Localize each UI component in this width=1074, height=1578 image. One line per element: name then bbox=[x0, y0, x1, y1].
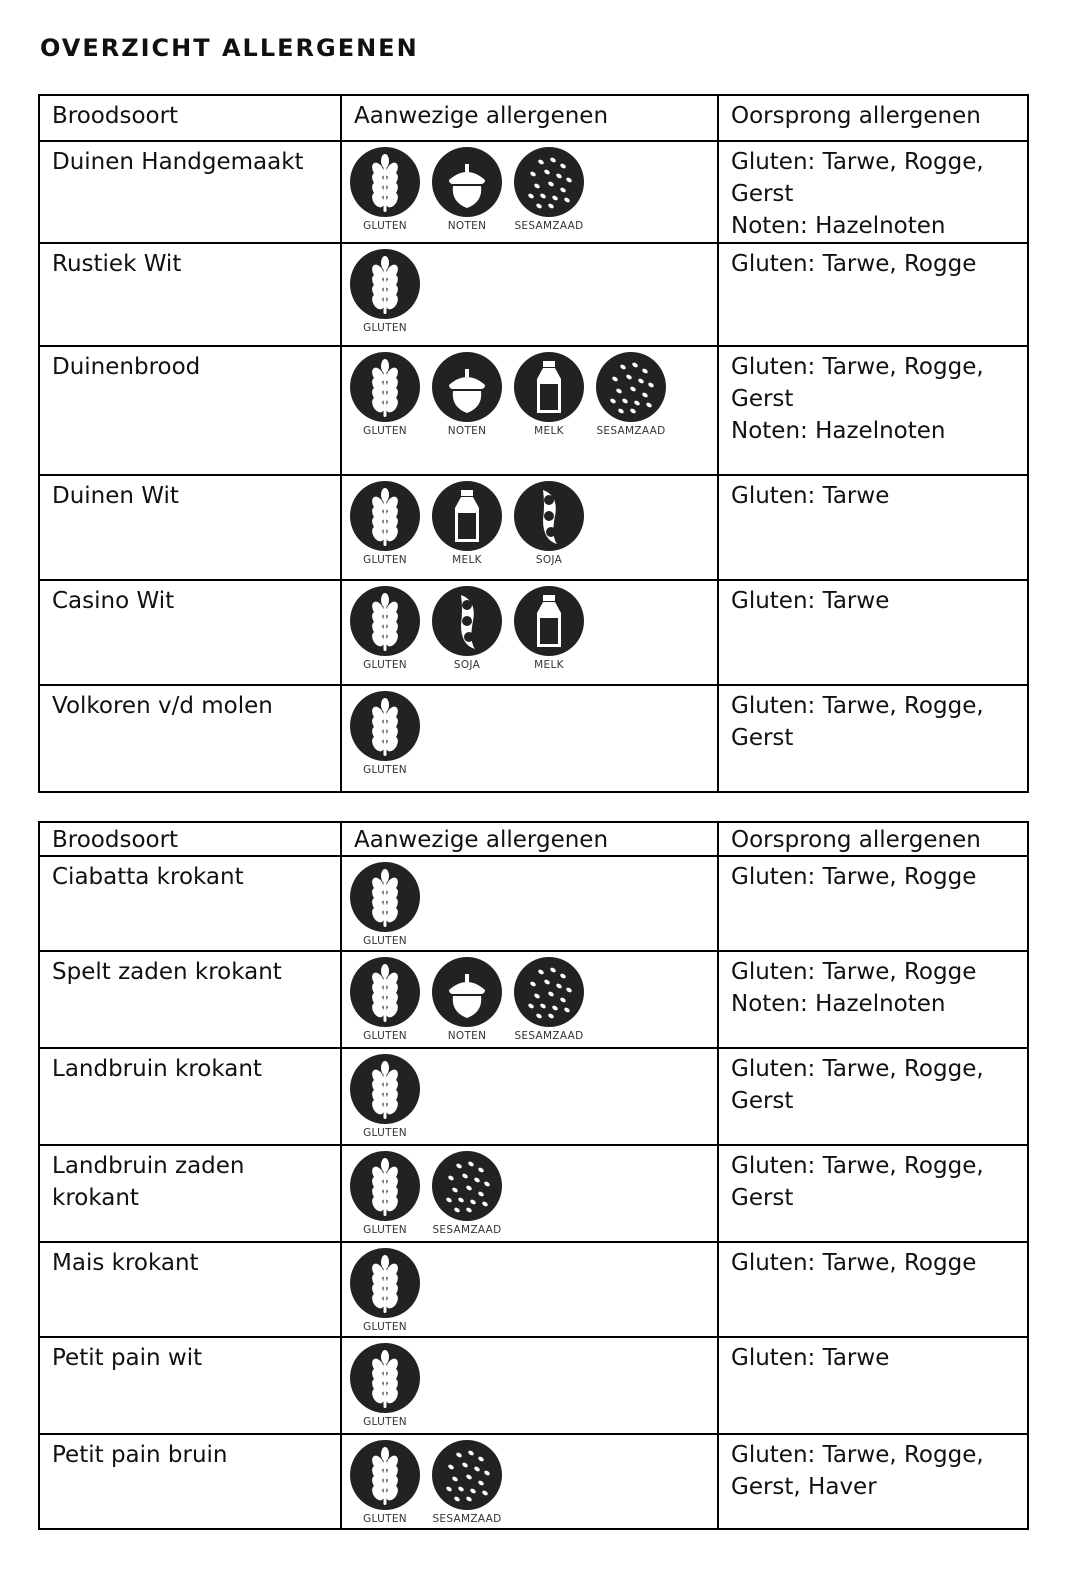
allergen-icons bbox=[341, 243, 718, 346]
origin-line: Gluten: Tarwe, Rogge bbox=[731, 1250, 977, 1276]
bread-name: Petit pain bruin bbox=[39, 1434, 341, 1529]
origin-line: Gerst bbox=[731, 386, 794, 412]
wheat-icon bbox=[349, 1342, 421, 1414]
table-row bbox=[39, 951, 1028, 1048]
wheat-icon bbox=[349, 585, 421, 657]
allergen-label: GLUTEN bbox=[363, 935, 407, 947]
origin-line: Gluten: Tarwe bbox=[731, 1345, 890, 1371]
allergen-table-1 bbox=[38, 94, 1029, 793]
table-row bbox=[39, 243, 1028, 346]
wheat-icon bbox=[349, 1053, 421, 1125]
allergen-gluten bbox=[346, 1150, 424, 1236]
milk-bottle-icon bbox=[431, 480, 503, 552]
allergen-gluten bbox=[346, 146, 424, 232]
allergen-icons bbox=[341, 475, 718, 580]
allergen-soja bbox=[428, 585, 506, 671]
allergen-melk bbox=[510, 585, 588, 671]
allergen-gluten bbox=[346, 1247, 424, 1333]
allergen-label: GLUTEN bbox=[363, 1416, 407, 1428]
bread-name: Landbruin zaden krokant bbox=[39, 1145, 341, 1242]
wheat-icon bbox=[349, 861, 421, 933]
wheat-icon bbox=[349, 351, 421, 423]
allergen-gluten bbox=[346, 1439, 424, 1525]
allergen-icons bbox=[341, 951, 718, 1048]
bread-name: Spelt zaden krokant bbox=[39, 951, 341, 1048]
allergen-gluten bbox=[346, 1053, 424, 1139]
allergen-label: SOJA bbox=[453, 659, 481, 671]
origin-line: Gerst bbox=[731, 1185, 794, 1211]
allergen-label: GLUTEN bbox=[363, 322, 407, 334]
allergen-origin bbox=[718, 685, 1028, 792]
header-oorsprong-allergenen: Oorsprong allergenen bbox=[718, 95, 1028, 141]
origin-line: Gerst bbox=[731, 181, 794, 207]
origin-line: Noten: Hazelnoten bbox=[731, 213, 946, 239]
bread-name: Rustiek Wit bbox=[39, 243, 341, 346]
allergen-icons bbox=[341, 346, 718, 475]
allergen-origin bbox=[718, 141, 1028, 243]
origin-line: Gluten: Tarwe, Rogge, bbox=[731, 354, 984, 380]
allergen-origin bbox=[718, 346, 1028, 475]
allergen-origin bbox=[718, 1337, 1028, 1434]
allergen-origin bbox=[718, 1434, 1028, 1529]
allergen-origin bbox=[718, 475, 1028, 580]
allergen-gluten bbox=[346, 956, 424, 1042]
allergen-sesamzaad bbox=[428, 1150, 506, 1236]
header-broodsoort: Broodsoort bbox=[39, 95, 341, 141]
bread-name: Mais krokant bbox=[39, 1242, 341, 1337]
wheat-icon bbox=[349, 480, 421, 552]
wheat-icon bbox=[349, 146, 421, 218]
acorn-icon bbox=[431, 956, 503, 1028]
bread-name: Casino Wit bbox=[39, 580, 341, 685]
allergen-sesamzaad bbox=[428, 1439, 506, 1525]
milk-bottle-icon bbox=[513, 351, 585, 423]
header-aanwezige-allergenen: Aanwezige allergenen bbox=[341, 95, 718, 141]
allergen-label: SESAMZAAD bbox=[596, 425, 666, 437]
allergen-label: GLUTEN bbox=[363, 425, 407, 437]
allergen-melk bbox=[428, 480, 506, 566]
allergen-gluten bbox=[346, 690, 424, 776]
allergen-label: NOTEN bbox=[447, 425, 487, 437]
allergen-origin bbox=[718, 951, 1028, 1048]
allergen-label: SESAMZAAD bbox=[432, 1224, 502, 1236]
allergen-icons bbox=[341, 1145, 718, 1242]
table-row bbox=[39, 1434, 1028, 1529]
allergen-icons bbox=[341, 685, 718, 792]
origin-line: Gluten: Tarwe, Rogge, bbox=[731, 693, 984, 719]
table-row bbox=[39, 1145, 1028, 1242]
sesame-seeds-icon bbox=[431, 1439, 503, 1511]
allergen-label: NOTEN bbox=[447, 1030, 487, 1042]
allergen-icons bbox=[341, 141, 718, 243]
allergen-icons bbox=[341, 856, 718, 951]
origin-line: Gerst bbox=[731, 1088, 794, 1114]
allergen-noten bbox=[428, 146, 506, 232]
allergen-label: MELK bbox=[534, 659, 564, 671]
allergen-origin bbox=[718, 856, 1028, 951]
allergen-icons bbox=[341, 1337, 718, 1434]
header-oorsprong-allergenen: Oorsprong allergenen bbox=[718, 822, 1028, 856]
header-aanwezige-allergenen: Aanwezige allergenen bbox=[341, 822, 718, 856]
allergen-label: MELK bbox=[534, 425, 564, 437]
allergen-label: GLUTEN bbox=[363, 554, 407, 566]
bread-name: Duinen Wit bbox=[39, 475, 341, 580]
allergen-label: GLUTEN bbox=[363, 659, 407, 671]
bread-name: Ciabatta krokant bbox=[39, 856, 341, 951]
acorn-icon bbox=[431, 146, 503, 218]
header-broodsoort: Broodsoort bbox=[39, 822, 341, 856]
wheat-icon bbox=[349, 248, 421, 320]
allergen-label: SOJA bbox=[535, 554, 563, 566]
table-row bbox=[39, 685, 1028, 792]
allergen-gluten bbox=[346, 1342, 424, 1428]
allergen-label: GLUTEN bbox=[363, 1224, 407, 1236]
bread-name: Petit pain wit bbox=[39, 1337, 341, 1434]
allergen-gluten bbox=[346, 248, 424, 334]
allergen-origin bbox=[718, 580, 1028, 685]
allergen-noten bbox=[428, 351, 506, 437]
allergen-melk bbox=[510, 351, 588, 437]
sesame-seeds-icon bbox=[513, 146, 585, 218]
allergen-icons bbox=[341, 1048, 718, 1145]
allergen-label: NOTEN bbox=[447, 220, 487, 232]
allergen-label: SESAMZAAD bbox=[432, 1513, 502, 1525]
bread-name: Landbruin krokant bbox=[39, 1048, 341, 1145]
table-row bbox=[39, 580, 1028, 685]
allergen-gluten bbox=[346, 480, 424, 566]
bread-name: Volkoren v/d molen bbox=[39, 685, 341, 792]
bread-name: Duinen Handgemaakt bbox=[39, 141, 341, 243]
bread-name: Duinenbrood bbox=[39, 346, 341, 475]
origin-line: Noten: Hazelnoten bbox=[731, 991, 946, 1017]
origin-line: Noten: Hazelnoten bbox=[731, 418, 946, 444]
soy-bean-icon bbox=[513, 480, 585, 552]
origin-line: Gluten: Tarwe, Rogge, bbox=[731, 1153, 984, 1179]
allergen-label: MELK bbox=[452, 554, 482, 566]
sesame-seeds-icon bbox=[513, 956, 585, 1028]
allergen-sesamzaad bbox=[510, 956, 588, 1042]
table-row bbox=[39, 475, 1028, 580]
origin-line: Gluten: Tarwe, Rogge bbox=[731, 864, 977, 890]
table-row bbox=[39, 141, 1028, 243]
wheat-icon bbox=[349, 1150, 421, 1222]
allergen-label: SESAMZAAD bbox=[514, 1030, 584, 1042]
table-row bbox=[39, 1048, 1028, 1145]
allergen-origin bbox=[718, 1048, 1028, 1145]
allergen-sesamzaad bbox=[510, 146, 588, 232]
sesame-seeds-icon bbox=[595, 351, 667, 423]
allergen-gluten bbox=[346, 861, 424, 947]
origin-line: Gluten: Tarwe, Rogge, bbox=[731, 1442, 984, 1468]
milk-bottle-icon bbox=[513, 585, 585, 657]
allergen-icons bbox=[341, 1242, 718, 1337]
wheat-icon bbox=[349, 690, 421, 762]
allergen-origin bbox=[718, 1242, 1028, 1337]
acorn-icon bbox=[431, 351, 503, 423]
page-title: OVERZICHT ALLERGENEN bbox=[40, 34, 419, 62]
origin-line: Gerst bbox=[731, 725, 794, 751]
allergen-label: GLUTEN bbox=[363, 1030, 407, 1042]
origin-line: Gluten: Tarwe bbox=[731, 483, 890, 509]
soy-bean-icon bbox=[431, 585, 503, 657]
allergen-gluten bbox=[346, 351, 424, 437]
sesame-seeds-icon bbox=[431, 1150, 503, 1222]
wheat-icon bbox=[349, 1247, 421, 1319]
origin-line: Gerst, Haver bbox=[731, 1474, 877, 1500]
origin-line: Gluten: Tarwe bbox=[731, 588, 890, 614]
table-row bbox=[39, 1337, 1028, 1434]
allergen-table-2 bbox=[38, 821, 1029, 1530]
allergen-origin bbox=[718, 1145, 1028, 1242]
allergen-label: GLUTEN bbox=[363, 1513, 407, 1525]
table-row bbox=[39, 1242, 1028, 1337]
allergen-soja bbox=[510, 480, 588, 566]
allergen-label: GLUTEN bbox=[363, 1321, 407, 1333]
origin-line: Gluten: Tarwe, Rogge bbox=[731, 959, 977, 985]
allergen-noten bbox=[428, 956, 506, 1042]
allergen-sesamzaad bbox=[592, 351, 670, 437]
allergen-label: GLUTEN bbox=[363, 220, 407, 232]
table-row bbox=[39, 856, 1028, 951]
allergen-label: SESAMZAAD bbox=[514, 220, 584, 232]
origin-line: Gluten: Tarwe, Rogge bbox=[731, 251, 977, 277]
allergen-gluten bbox=[346, 585, 424, 671]
allergen-icons bbox=[341, 1434, 718, 1529]
allergen-label: GLUTEN bbox=[363, 1127, 407, 1139]
wheat-icon bbox=[349, 956, 421, 1028]
allergen-icons bbox=[341, 580, 718, 685]
origin-line: Gluten: Tarwe, Rogge, bbox=[731, 149, 984, 175]
wheat-icon bbox=[349, 1439, 421, 1511]
allergen-origin bbox=[718, 243, 1028, 346]
table-row bbox=[39, 346, 1028, 475]
origin-line: Gluten: Tarwe, Rogge, bbox=[731, 1056, 984, 1082]
allergen-label: GLUTEN bbox=[363, 764, 407, 776]
